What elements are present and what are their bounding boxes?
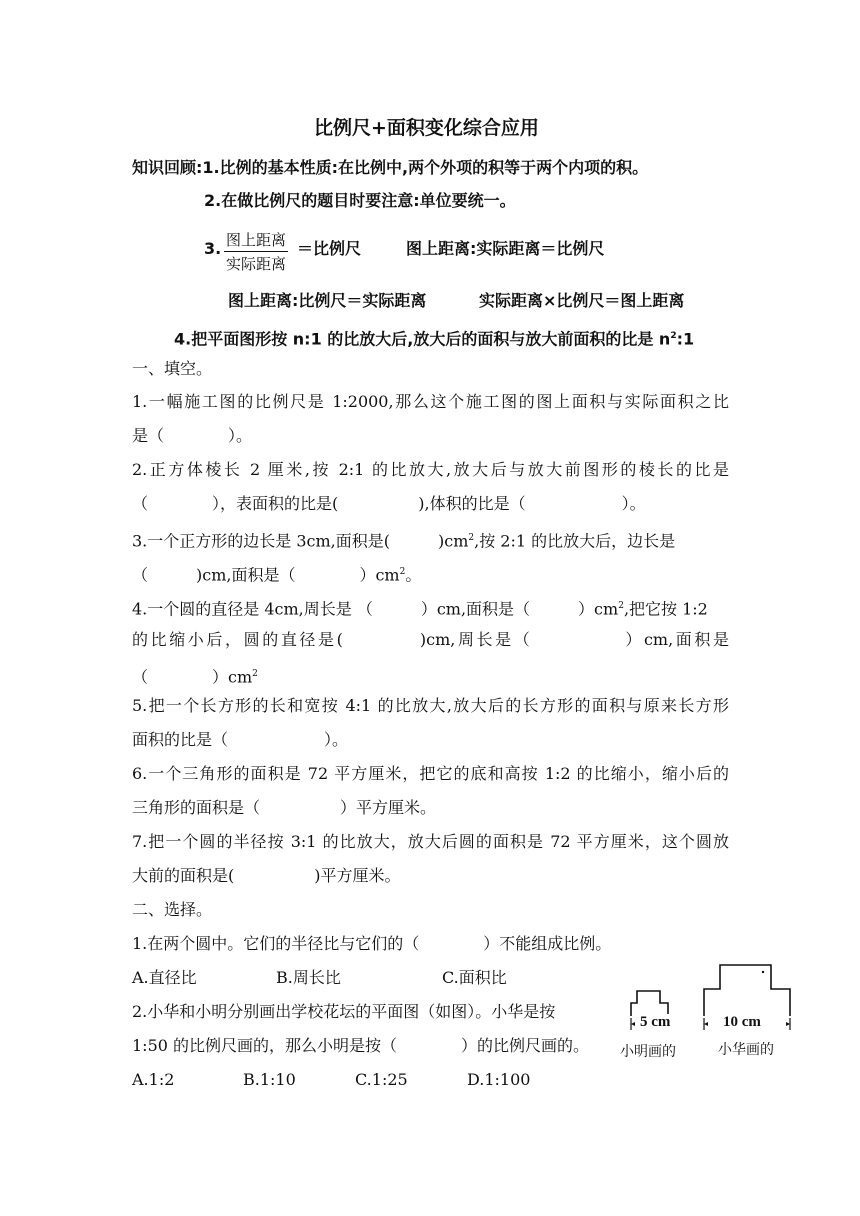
large-plan-outline [704, 965, 790, 1016]
q7-line-a: 7.把一个圆的半径按 3:1 的比放大，放大后圆的面积是 72 平方厘米，这个圆放 [132, 832, 729, 851]
review-line-5 [174, 325, 694, 350]
q3-line-b-post: 。 [405, 565, 422, 585]
q4-line-c-pre: （ ）cm [132, 667, 253, 687]
q3-line-b-pre: （ )cm,面积是（ ）cm [132, 565, 400, 585]
q3-line-b [132, 561, 421, 586]
q4-line-c-sup: 2 [252, 669, 258, 679]
small-plan-dimension: 5 cm [640, 1014, 671, 1030]
q4-line-c [132, 663, 258, 688]
review-line-3b: 图上距离:实际距离＝比例尺 [406, 239, 605, 258]
review-line-2: 2.在做比例尺的题目时要注意:单位要统一。 [204, 191, 516, 210]
choice-q1-option-a: A.直径比 [132, 968, 197, 987]
q3-line-a-post: ,按 2:1 的比放大后，边长是 [474, 531, 676, 551]
q1-line-a: 1.一幅施工图的比例尺是 1:2000,那么这个施工图的图上面积与实际面积之比 [132, 392, 729, 411]
choice-q1-option-c: C.面积比 [442, 968, 507, 987]
large-plan-dot [762, 971, 764, 973]
review-line-5-end: :1 [676, 329, 695, 349]
q7-line-b: 大前的面积是( )平方厘米。 [132, 866, 401, 885]
small-plan-caption: 小明画的 [620, 1044, 676, 1060]
q6-line-a: 6.一个三角形的面积是 72 平方厘米，把它的底和高按 1:2 的比缩小，缩小后的 [132, 764, 729, 783]
page-title: 比例尺+面积变化综合应用 [314, 117, 539, 139]
choice-q1: 1.在两个圆中。它们的半径比与它们的（ ）不能组成比例。 [132, 934, 612, 953]
q4-line-a-sup: 2 [618, 601, 624, 611]
garden-plan-figure [600, 955, 810, 1035]
q3-line-a [132, 527, 675, 552]
q4-line-a-pre: 4.一个圆的直径是 4cm,周长是 （ ）cm,面积是（ ）cm [132, 599, 619, 619]
q2-line-a: 2.正方体棱长 2 厘米,按 2:1 的比放大,放大后与放大前图形的棱长的比是 [132, 460, 729, 479]
q5-line-b: 面积的比是（ ）。 [132, 730, 349, 749]
choice-q2-line-a: 2.小华和小明分别画出学校花坛的平面图（如图）。小华是按 [132, 1002, 556, 1021]
distance-fraction [224, 229, 288, 274]
q5-line-a: 5.把一个长方形的长和宽按 4:1 的比放大,放大后的长方形的面积与原来长方形 [132, 696, 729, 715]
fraction-denominator: 实际距离 [226, 255, 287, 273]
q4-line-a-post: ,把它按 1:2 [623, 599, 708, 619]
choice-q2-option-b: B.1:10 [243, 1070, 296, 1089]
section2-heading: 二、选择。 [132, 900, 213, 919]
review-line-5-sup: 2 [670, 331, 677, 341]
section1-heading: 一、填空。 [132, 359, 213, 378]
choice-q2-option-a: A.1:2 [132, 1070, 175, 1089]
review-line-4b: 实际距离×比例尺＝图上距离 [479, 291, 685, 310]
q1-line-b: 是（ ）。 [132, 426, 253, 445]
q3-line-b-sup: 2 [399, 567, 406, 577]
choice-q1-option-b: B.周长比 [276, 968, 341, 987]
large-plan-caption: 小华画的 [718, 1042, 774, 1058]
fraction-result: ＝比例尺 [297, 239, 362, 258]
q4-line-b: 的比缩小后，圆的直径是( )cm,周长是（ ）cm,面积是 [132, 630, 729, 649]
fraction-numerator: 图上距离 [224, 229, 288, 252]
q2-line-b: （ ），表面积的比是( ),体积的比是（ ）。 [132, 494, 646, 513]
choice-q2-option-d: D.1:100 [467, 1070, 531, 1089]
q3-line-a-pre: 3.一个正方形的边长是 3cm,面积是( )cm [132, 531, 469, 551]
large-plan-dimension: 10 cm [723, 1014, 761, 1030]
review-line-1: 知识回顾:1.比例的基本性质:在比例中,两个外项的积等于两个内项的积。 [132, 158, 649, 177]
q6-line-b: 三角形的面积是（ ）平方厘米。 [132, 798, 437, 817]
choice-q2-option-c: C.1:25 [355, 1070, 408, 1089]
review-line-5-main: 4.把平面图形按 n:1 的比放大后,放大后的面积与放大前面积的比是 n [174, 329, 671, 349]
q4-line-a [132, 595, 708, 620]
choice-q2-line-b: 1:50 的比例尺画的，那么小明是按（ ）的比例尺画的。 [132, 1036, 590, 1055]
review-line-4a: 图上距离:比例尺＝实际距离 [228, 291, 427, 310]
small-plan-outline [631, 991, 668, 1016]
review-item3-prefix: 3. [204, 239, 222, 258]
q3-line-a-sup: 2 [468, 533, 475, 543]
